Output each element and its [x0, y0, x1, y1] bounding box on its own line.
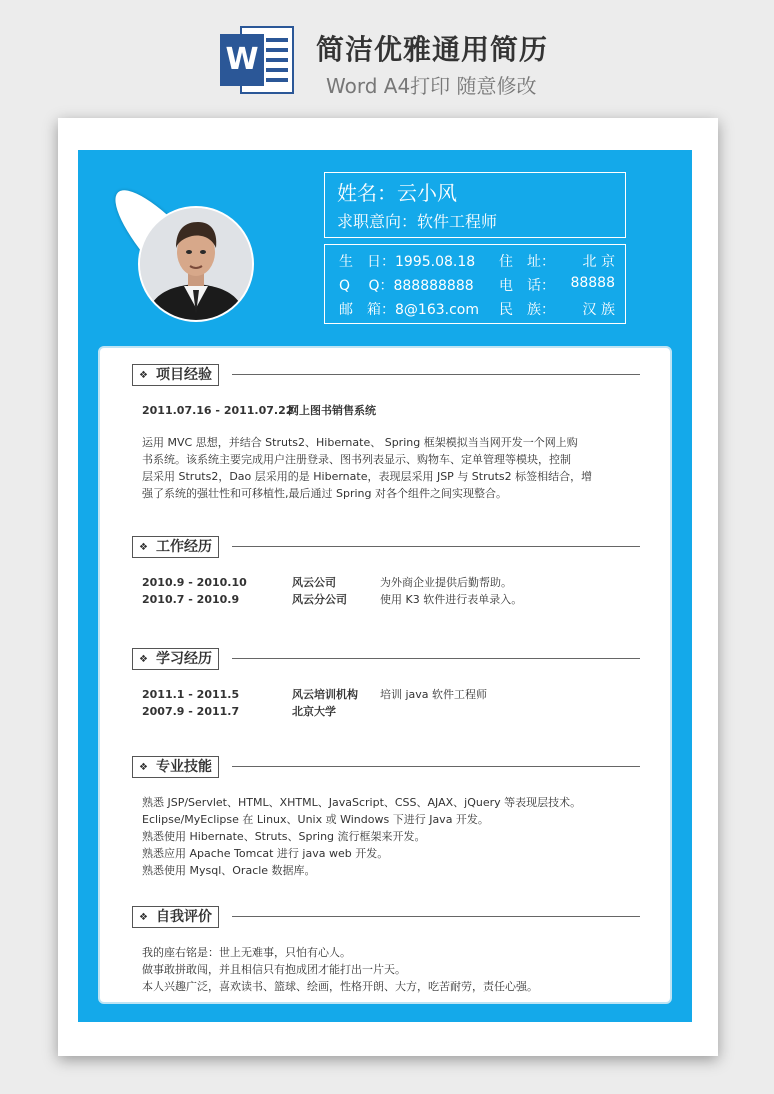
skill-line: Eclipse/MyEclipse 在 Linux、Unix 或 Windows 下进行 Java 开发。 — [142, 813, 489, 826]
word-icon — [220, 24, 296, 96]
project-desc-line: 运用 MVC 思想，并结合 Struts2、Hibernate、 Spring 框架模拟当当网开发一个网上购 — [142, 436, 578, 449]
page-subtitle: Word A4打印 随意修改 — [326, 74, 537, 98]
resume-paper — [58, 118, 718, 1056]
project-desc-line: 层采用 Struts2，Dao 层采用的是 Hibernate，表现层采用 JSP 与 Struts2 标签相结合，增 — [142, 470, 593, 483]
content-card — [98, 346, 672, 1004]
diamond-icon: ❖ — [139, 542, 148, 553]
section-header-study: ❖ 学习经历 — [132, 648, 640, 670]
project-desc-line: 书系统。该系统主要完成用户注册登录、图书列表显示、购物车、定单管理等模块，控制 — [142, 453, 571, 466]
work-date: 2010.9 - 2010.10 — [142, 576, 247, 589]
study-date: 2007.9 - 2011.7 — [142, 705, 240, 718]
diamond-icon: ❖ — [139, 912, 148, 923]
page-header — [0, 0, 774, 120]
section-header-self: ❖ 自我评价 — [132, 906, 640, 928]
name-box — [324, 172, 626, 238]
work-desc: 使用 K3 软件进行表单录入。 — [380, 593, 523, 606]
word-letter: W — [220, 34, 264, 86]
avatar — [138, 206, 254, 322]
info-row: Q Q：888888888 电 话： 88888 — [339, 275, 615, 294]
work-org: 风云分公司 — [292, 593, 347, 606]
name: 姓名：云小风 — [337, 181, 457, 205]
study-desc: 培训 java 软件工程师 — [380, 688, 488, 701]
work-date: 2010.7 - 2010.9 — [142, 593, 240, 606]
self-eval-line: 本人兴趣广泛，喜欢读书、篮球、绘画，性格开朗、大方，吃苦耐劳，责任心强。 — [142, 980, 538, 993]
self-eval-line: 我的座右铭是：世上无难事，只怕有心人。 — [142, 946, 351, 959]
work-desc: 为外商企业提供后勤帮助。 — [380, 576, 512, 589]
diamond-icon: ❖ — [139, 762, 148, 773]
basic-info-box — [324, 244, 626, 324]
self-eval-line: 做事敢拼敢闯，并且相信只有抱成团才能打出一片天。 — [142, 963, 406, 976]
project-desc-line: 强了系统的强壮性和可移植性,最后通过 Spring 对各个组件之间实现整合。 — [142, 487, 507, 500]
study-org: 风云培训机构 — [292, 688, 358, 701]
section-header-work: ❖ 工作经历 — [132, 536, 640, 558]
project-date: 2011.07.16 - 2011.07.22 — [142, 404, 294, 417]
work-org: 风云公司 — [292, 576, 336, 589]
diamond-icon: ❖ — [139, 654, 148, 665]
skill-line: 熟悉使用 Hibernate、Struts、Spring 流行框架来开发。 — [142, 830, 426, 843]
section-header-project: ❖ 项目经验 — [132, 364, 640, 386]
skill-line: 熟悉应用 Apache Tomcat 进行 java web 开发。 — [142, 847, 389, 860]
skill-line: 熟悉 JSP/Servlet、HTML、XHTML、JavaScript、CSS、AJAX、jQuery 等表现层技术。 — [142, 796, 582, 809]
skill-line: 熟悉使用 Mysql、Oracle 数据库。 — [142, 864, 316, 877]
info-row: 邮 箱：8@163.com 民 族： 汉 族 — [339, 302, 615, 318]
resume-background — [78, 150, 692, 1022]
page-title: 简洁优雅通用简历 — [316, 33, 549, 66]
job-intent: 求职意向：软件工程师 — [337, 212, 498, 231]
section-header-skills: ❖ 专业技能 — [132, 756, 640, 778]
diamond-icon: ❖ — [139, 370, 148, 381]
info-row: 生 日：1995.08.18 住 址： 北 京 — [339, 254, 615, 270]
study-date: 2011.1 - 2011.5 — [142, 688, 240, 701]
study-org: 北京大学 — [292, 705, 336, 718]
project-name: 网上图书销售系统 — [288, 404, 376, 417]
